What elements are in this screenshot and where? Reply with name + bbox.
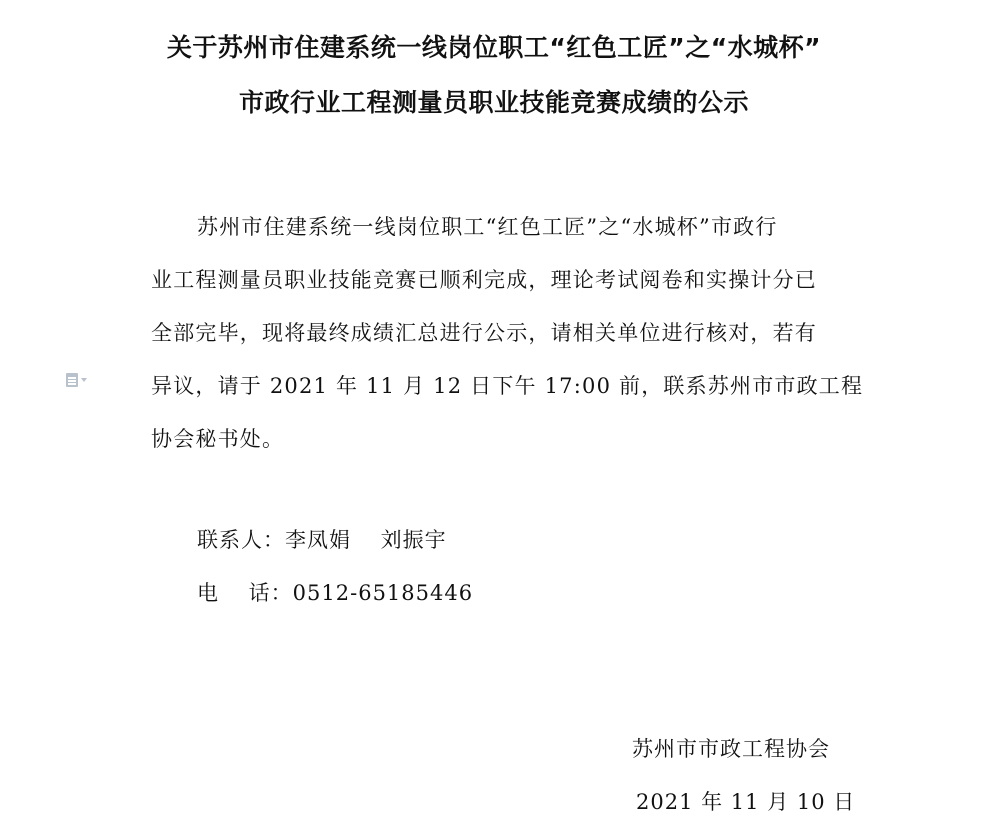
margin-tool-button[interactable] (66, 372, 100, 388)
body-line-2: 业工程测量员职业技能竞赛已顺利完成，理论考试阅卷和实操计分已 (151, 268, 817, 292)
body-line-5: 协会秘书处。 (151, 427, 285, 451)
body-line-1: 苏州市住建系统一线岗位职工“红色工匠”之“水城杯”市政行 (197, 215, 778, 239)
signature-date: 2021 年 11 月 10 日 (636, 790, 856, 814)
body-line-3: 全部完毕，现将最终成绩汇总进行公示，请相关单位进行核对，若有 (151, 321, 817, 345)
document-icon (66, 373, 78, 387)
contact-phone: 电 话：0512-65185446 (197, 581, 474, 605)
body-line-4: 异议，请于 2021 年 11 月 12 日下午 17:00 前，联系苏州市市政工程 (151, 374, 864, 398)
signature-org: 苏州市市政工程协会 (632, 737, 830, 761)
contact-person: 联系人：李凤娟 刘振宇 (197, 528, 447, 552)
chevron-down-icon (81, 378, 87, 382)
title-line-1: 关于苏州市住建系统一线岗位职工“红色工匠”之“水城杯” (166, 33, 822, 62)
title-line-2: 市政行业工程测量员职业技能竞赛成绩的公示 (238, 88, 749, 117)
